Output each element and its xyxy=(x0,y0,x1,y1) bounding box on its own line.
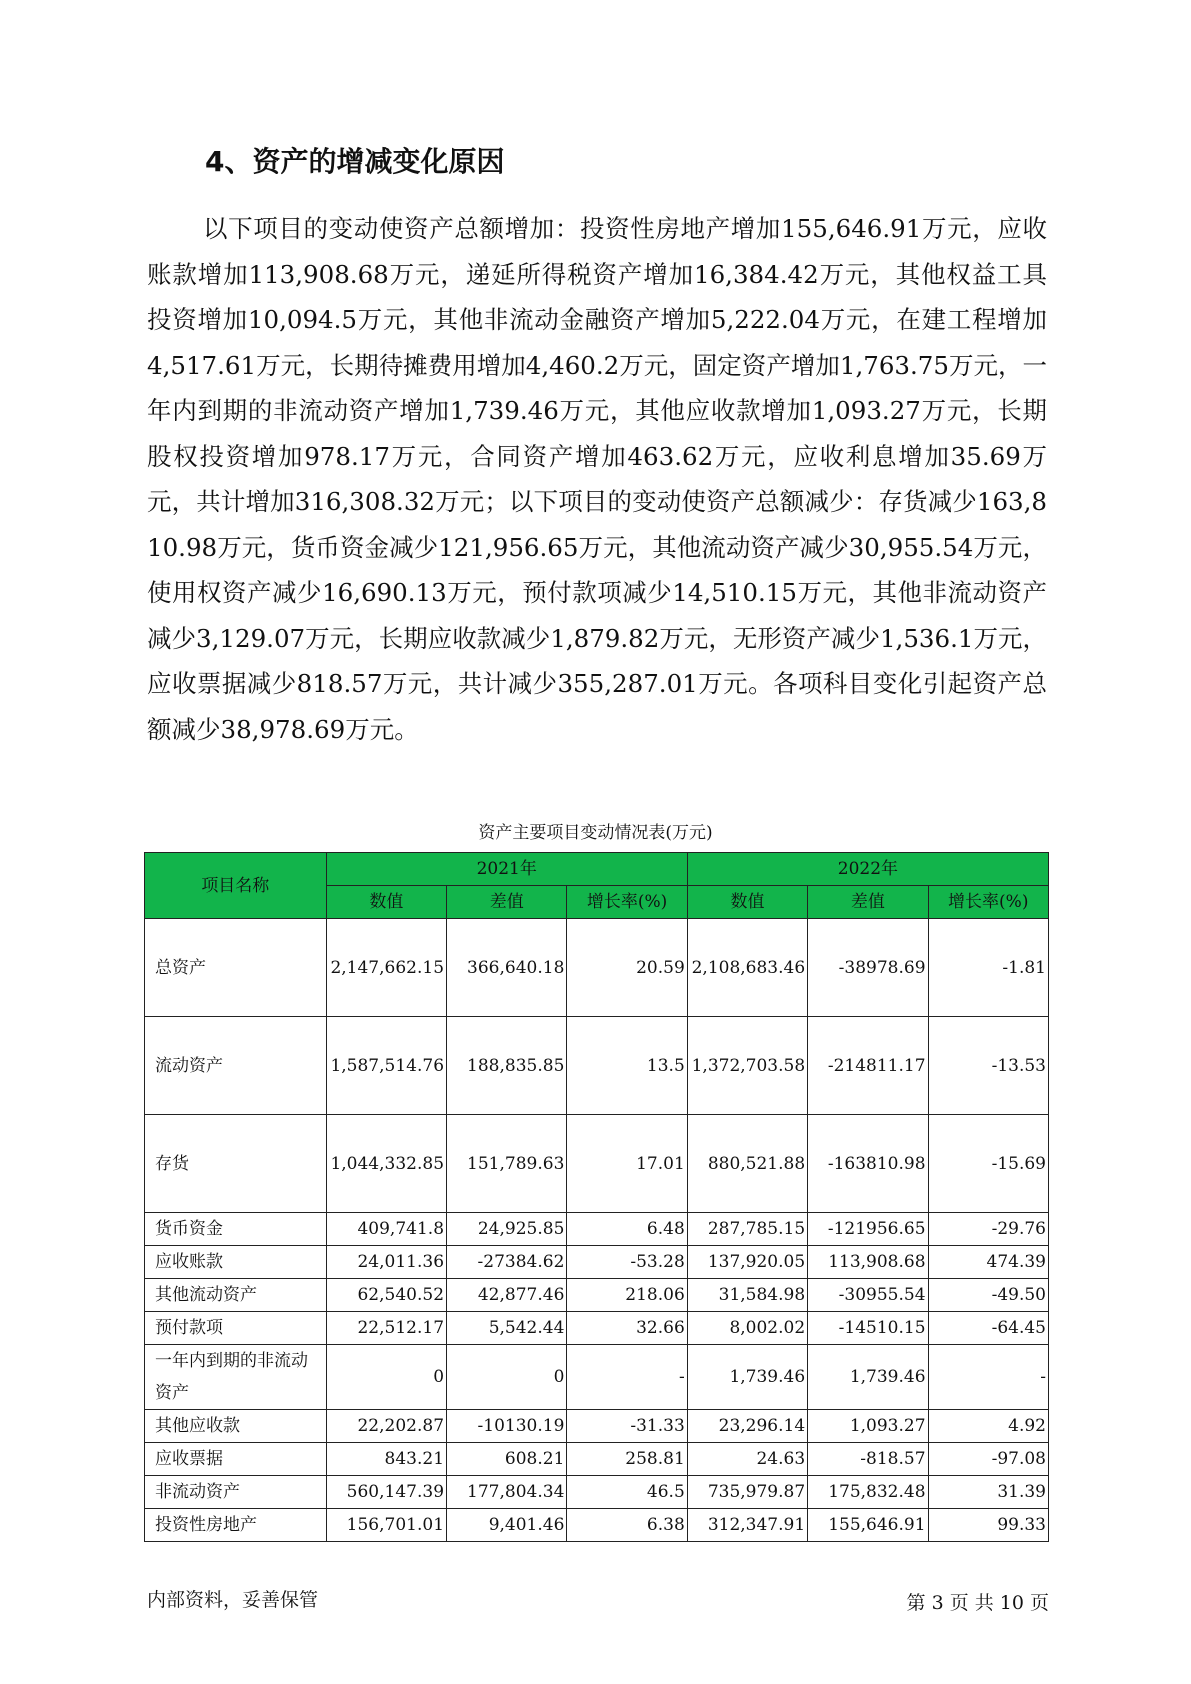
value-2021: 22,202.87 xyxy=(326,1410,446,1443)
diff-2022: -163810.98 xyxy=(808,1115,928,1213)
growth-2021: 6.38 xyxy=(567,1509,687,1542)
value-2021: 24,011.36 xyxy=(326,1246,446,1279)
header-value-2022: 数值 xyxy=(687,886,807,919)
footer-confidential-note: 内部资料，妥善保管 xyxy=(147,1589,319,1611)
growth-2021: 218.06 xyxy=(567,1279,687,1312)
growth-2022: - xyxy=(928,1345,1048,1410)
growth-2021: 17.01 xyxy=(567,1115,687,1213)
value-2021: 1,587,514.76 xyxy=(326,1017,446,1115)
growth-2021: 13.5 xyxy=(567,1017,687,1115)
growth-2022: 31.39 xyxy=(928,1476,1048,1509)
growth-2021: 46.5 xyxy=(567,1476,687,1509)
table-row xyxy=(145,1410,1049,1443)
growth-2022: -64.45 xyxy=(928,1312,1048,1345)
table-row xyxy=(145,1017,1049,1115)
value-2022: 1,739.46 xyxy=(687,1345,807,1410)
section-heading: 4、资产的增减变化原因 xyxy=(205,145,505,178)
row-name: 货币资金 xyxy=(145,1213,327,1246)
diff-2021: 366,640.18 xyxy=(447,919,567,1017)
growth-2022: -13.53 xyxy=(928,1017,1048,1115)
table-row xyxy=(145,1246,1049,1279)
header-growth-2022: 增长率(%) xyxy=(928,886,1048,919)
diff-2021: 188,835.85 xyxy=(447,1017,567,1115)
table-row xyxy=(145,919,1049,1017)
row-name: 总资产 xyxy=(145,919,327,1017)
growth-2022: 474.39 xyxy=(928,1246,1048,1279)
diff-2022: 175,832.48 xyxy=(808,1476,928,1509)
value-2022: 137,920.05 xyxy=(687,1246,807,1279)
diff-2021: 151,789.63 xyxy=(447,1115,567,1213)
diff-2022: -214811.17 xyxy=(808,1017,928,1115)
growth-2021: 6.48 xyxy=(567,1213,687,1246)
value-2022: 735,979.87 xyxy=(687,1476,807,1509)
diff-2022: 155,646.91 xyxy=(808,1509,928,1542)
table-caption: 资产主要项目变动情况表(万元) xyxy=(478,823,713,843)
header-growth-2021: 增长率(%) xyxy=(567,886,687,919)
diff-2022: 113,908.68 xyxy=(808,1246,928,1279)
value-2021: 156,701.01 xyxy=(326,1509,446,1542)
table-row xyxy=(145,1213,1049,1246)
table-row xyxy=(145,1443,1049,1476)
row-name: 其他应收款 xyxy=(145,1410,327,1443)
growth-2021: 20.59 xyxy=(567,919,687,1017)
asset-change-table xyxy=(144,852,1049,1542)
value-2022: 2,108,683.46 xyxy=(687,919,807,1017)
value-2022: 23,296.14 xyxy=(687,1410,807,1443)
diff-2021: 5,542.44 xyxy=(447,1312,567,1345)
diff-2022: -818.57 xyxy=(808,1443,928,1476)
value-2022: 1,372,703.58 xyxy=(687,1017,807,1115)
body-paragraph: 以下项目的变动使资产总额增加：投资性房地产增加155,646.91万元，应收账款增加113,908.68万元，递延所得税资产增加16,384.42万元，其他权益工具投资增加10,094.5万元，其他非流动金融资产增加5,222.04万元，在建工程增加4,517.61万元，长期待摊费用增加4,460.2万元，固定资产增加1,763.75万元，一年内到期的非流动资产增加1,739.46万元，其他应收款增加1,093.27万元，长期股权投资增加978.17万元，合同资产增加463.62万元，应收利息增加35.69万元，共计增加316,308.32万元；以下项目的变动使资产总额减少：存货减少163,810.98万元，货币资金减少121,956.65万元，其他流动资产减少30,955.54万元，使用权资产减少16,690.13万元，预付款项减少14,510.15万元，其他非流动资产减少3,129.07万元，长期应收款减少1,879.82万元，无形资产减少1,536.1万元，应收票据减少818.57万元，共计减少355,287.01万元。各项科目变化引起资产总额减少38,978.69万元。 xyxy=(147,214,1048,744)
diff-2022: -30955.54 xyxy=(808,1279,928,1312)
table-body xyxy=(145,919,1049,1542)
growth-2022: -97.08 xyxy=(928,1443,1048,1476)
value-2021: 409,741.8 xyxy=(326,1213,446,1246)
diff-2021: 177,804.34 xyxy=(447,1476,567,1509)
table-row xyxy=(145,1115,1049,1213)
growth-2022: -29.76 xyxy=(928,1213,1048,1246)
growth-2021: -53.28 xyxy=(567,1246,687,1279)
diff-2022: -14510.15 xyxy=(808,1312,928,1345)
value-2021: 1,044,332.85 xyxy=(326,1115,446,1213)
growth-2022: -15.69 xyxy=(928,1115,1048,1213)
diff-2022: 1,093.27 xyxy=(808,1410,928,1443)
header-item-name: 项目名称 xyxy=(145,853,327,919)
diff-2022: 1,739.46 xyxy=(808,1345,928,1410)
value-2022: 24.63 xyxy=(687,1443,807,1476)
value-2022: 312,347.91 xyxy=(687,1509,807,1542)
row-name: 流动资产 xyxy=(145,1017,327,1115)
value-2021: 843.21 xyxy=(326,1443,446,1476)
table-row xyxy=(145,1279,1049,1312)
growth-2021: 32.66 xyxy=(567,1312,687,1345)
row-name: 存货 xyxy=(145,1115,327,1213)
header-year-2021: 2021年 xyxy=(326,853,687,886)
value-2022: 8,002.02 xyxy=(687,1312,807,1345)
value-2021: 560,147.39 xyxy=(326,1476,446,1509)
diff-2021: 9,401.46 xyxy=(447,1509,567,1542)
value-2021: 62,540.52 xyxy=(326,1279,446,1312)
header-diff-2022: 差值 xyxy=(808,886,928,919)
value-2021: 2,147,662.15 xyxy=(326,919,446,1017)
value-2022: 880,521.88 xyxy=(687,1115,807,1213)
row-name: 应收账款 xyxy=(145,1246,327,1279)
header-diff-2021: 差值 xyxy=(447,886,567,919)
growth-2022: 4.92 xyxy=(928,1410,1048,1443)
diff-2021: -27384.62 xyxy=(447,1246,567,1279)
diff-2021: 0 xyxy=(447,1345,567,1410)
diff-2021: -10130.19 xyxy=(447,1410,567,1443)
growth-2022: -1.81 xyxy=(928,919,1048,1017)
diff-2021: 608.21 xyxy=(447,1443,567,1476)
row-name: 一年内到期的非流动资产 xyxy=(145,1345,327,1410)
value-2021: 0 xyxy=(326,1345,446,1410)
growth-2021: 258.81 xyxy=(567,1443,687,1476)
value-2021: 22,512.17 xyxy=(326,1312,446,1345)
diff-2021: 42,877.46 xyxy=(447,1279,567,1312)
diff-2022: -121956.65 xyxy=(808,1213,928,1246)
header-year-2022: 2022年 xyxy=(687,853,1048,886)
row-name: 非流动资产 xyxy=(145,1476,327,1509)
growth-2022: -49.50 xyxy=(928,1279,1048,1312)
growth-2022: 99.33 xyxy=(928,1509,1048,1542)
value-2022: 31,584.98 xyxy=(687,1279,807,1312)
table-row xyxy=(145,1312,1049,1345)
diff-2022: -38978.69 xyxy=(808,919,928,1017)
table-row xyxy=(145,1509,1049,1542)
table-row xyxy=(145,1345,1049,1410)
table-row xyxy=(145,1476,1049,1509)
diff-2021: 24,925.85 xyxy=(447,1213,567,1246)
row-name: 预付款项 xyxy=(145,1312,327,1345)
header-value-2021: 数值 xyxy=(326,886,446,919)
growth-2021: - xyxy=(567,1345,687,1410)
row-name: 投资性房地产 xyxy=(145,1509,327,1542)
row-name: 其他流动资产 xyxy=(145,1279,327,1312)
value-2022: 287,785.15 xyxy=(687,1213,807,1246)
footer-page-number: 第 3 页 共 10 页 xyxy=(906,1592,1049,1614)
row-name: 应收票据 xyxy=(145,1443,327,1476)
growth-2021: -31.33 xyxy=(567,1410,687,1443)
